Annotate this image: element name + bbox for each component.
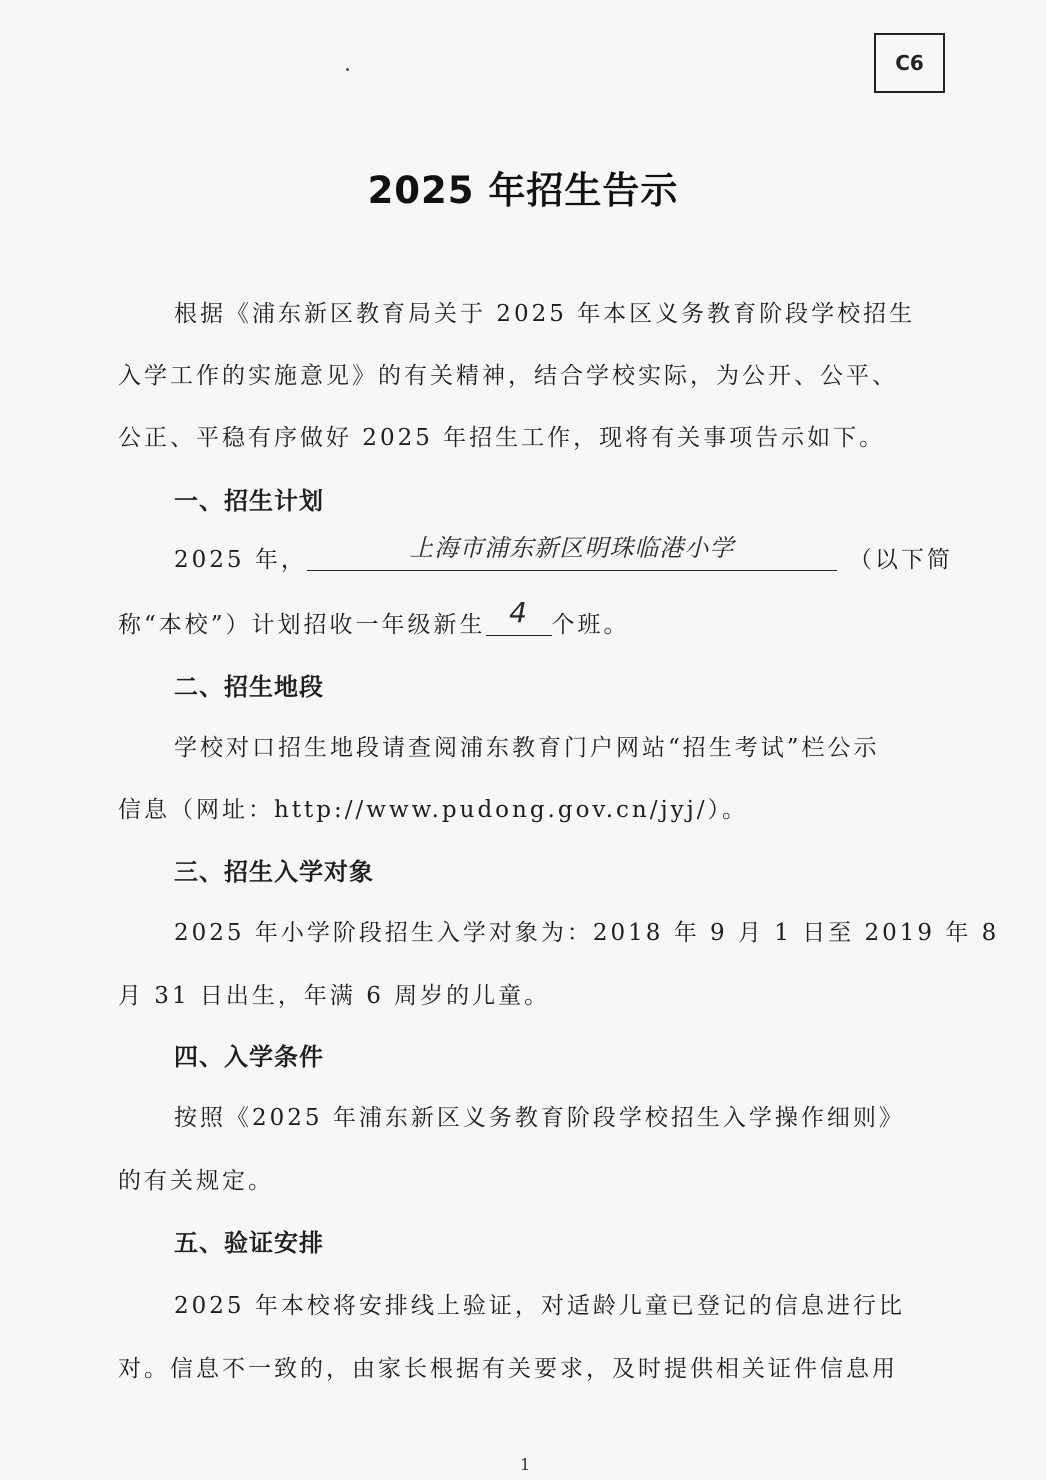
intro-line-3: 公正、平稳有序做好 2025 年招生工作，现将有关事项告示如下。 <box>118 425 886 451</box>
document-code-box: C6 <box>874 33 945 93</box>
intro-line-1: 根据《浦东新区教育局关于 2025 年本区义务教育阶段学校招生 <box>174 301 916 327</box>
district-line-2: 信息（网址：http://www.pudong.gov.cn/jyj/）。 <box>118 797 748 823</box>
plan-line-1 <box>174 534 953 580</box>
plan-line-2-prefix: 称“本校”）计划招收一年级新生 <box>118 612 486 638</box>
target-line-1: 2025 年小学阶段招生入学对象为：2018 年 9 月 1 日至 2019 年 8 <box>174 920 1000 946</box>
conditions-line-1: 按照《2025 年浦东新区义务教育阶段学校招生入学操作细则》 <box>174 1105 905 1131</box>
plan-line-1-suffix: （以下简 <box>848 547 953 573</box>
school-name-handwritten: 上海市浦东新区明珠临港小学 <box>409 534 735 562</box>
class-count-handwritten: 4 <box>509 596 528 629</box>
document-title: 2025 年招生告示 <box>367 169 679 212</box>
intro-line-2: 入学工作的实施意见》的有关精神，结合学校实际，为公开、公平、 <box>118 363 898 389</box>
district-line-1: 学校对口招生地段请查阅浦东教育门户网站“招生考试”栏公示 <box>174 735 880 761</box>
scan-speck <box>346 68 349 71</box>
target-line-2: 月 31 日出生，年满 6 周岁的儿童。 <box>118 983 551 1009</box>
plan-line-2-suffix: 个班。 <box>551 612 630 638</box>
verification-line-1: 2025 年本校将安排线上验证，对适龄儿童已登记的信息进行比 <box>174 1293 905 1319</box>
page-number: 1 <box>520 1455 531 1474</box>
conditions-line-2: 的有关规定。 <box>118 1168 274 1194</box>
school-name-blank <box>307 534 837 571</box>
section-heading-target: 三、招生入学对象 <box>174 858 374 886</box>
plan-line-2 <box>118 596 938 645</box>
section-heading-verification: 五、验证安排 <box>174 1229 324 1257</box>
verification-line-2: 对。信息不一致的，由家长根据有关要求，及时提供相关证件信息用 <box>118 1356 898 1382</box>
section-heading-conditions: 四、入学条件 <box>174 1043 324 1071</box>
section-heading-plan: 一、招生计划 <box>174 487 324 515</box>
plan-line-1-prefix: 2025 年， <box>174 547 307 573</box>
class-count-blank <box>486 596 552 636</box>
section-heading-district: 二、招生地段 <box>174 673 324 701</box>
